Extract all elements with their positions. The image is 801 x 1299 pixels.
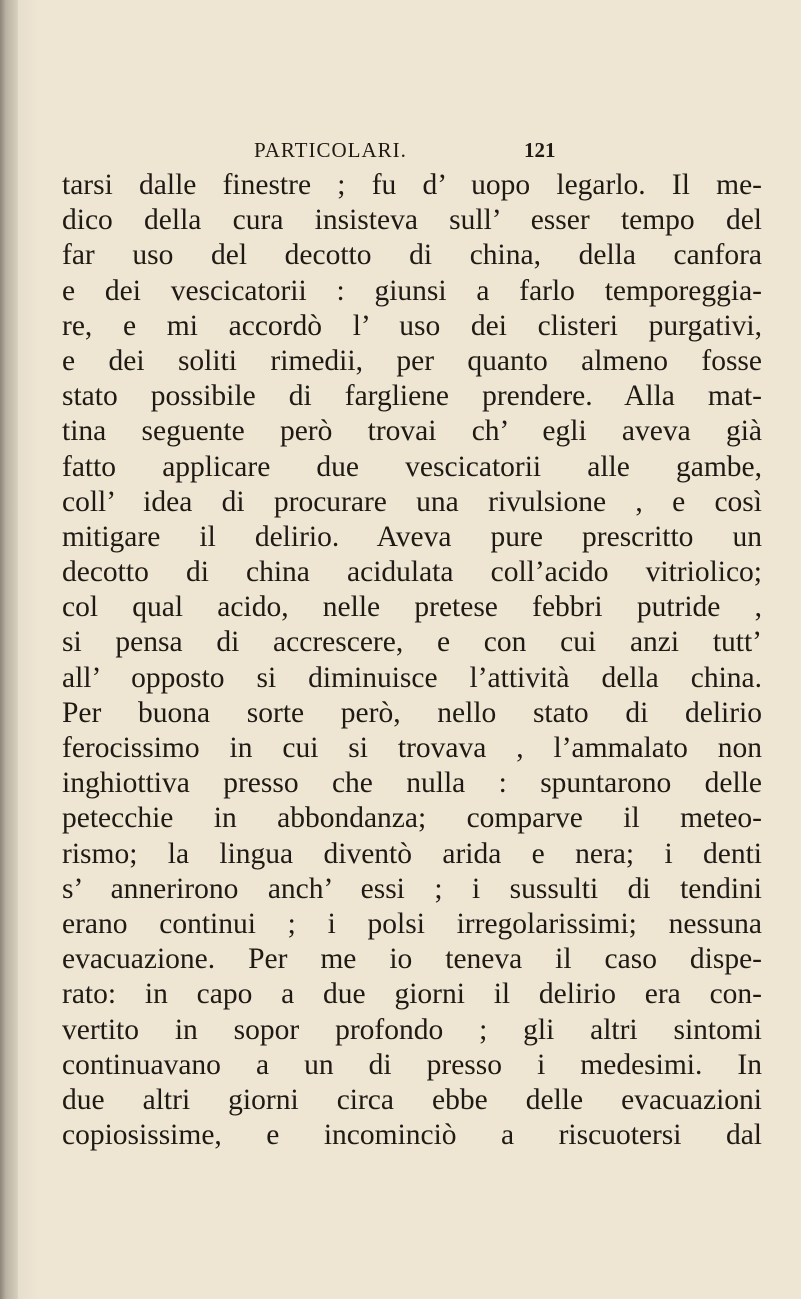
text-line: continuavano a un di presso i medesimi. In: [62, 1048, 762, 1081]
page-gutter-shadow: [0, 0, 18, 1299]
text-line: col qual acido, nelle pretese febbri putride ,: [62, 591, 762, 624]
body-text: [62, 168, 762, 1153]
text-line: dico della cura insisteva sull’ esser tempo del: [62, 204, 762, 237]
text-line: e dei vescicatorii : giunsi a farlo temporeggia-: [62, 274, 762, 307]
text-line: stato possibile di fargliene prendere. Alla mat-: [62, 380, 762, 413]
text-line: due altri giorni circa ebbe delle evacuazioni: [62, 1083, 762, 1116]
text-line: all’ opposto si diminuisce l’attività della china.: [62, 661, 762, 694]
text-line: s’ annerirono anch’ essi ; i sussulti di tendini: [62, 872, 762, 905]
text-line: erano continui ; i polsi irregolarissimi; nessuna: [62, 907, 762, 940]
text-line: mitigare il delirio. Aveva pure prescritto un: [62, 520, 762, 553]
text-line: ferocissimo in cui si trovava , l’ammalato non: [62, 732, 762, 764]
page-number: 121: [524, 138, 556, 162]
text-line: Per buona sorte però, nello stato di delirio: [62, 696, 762, 729]
text-line: fatto applicare due vescicatorii alle gambe,: [62, 450, 762, 483]
text-line: copiosissime, e incominciò a riscuotersi dal: [62, 1119, 762, 1152]
text-line: rato: in capo a due giorni il delirio era con-: [62, 978, 762, 1011]
text-line: vertito in sopor profondo ; gli altri sintomi: [62, 1013, 762, 1046]
text-line: e dei soliti rimedii, per quanto almeno fosse: [62, 344, 762, 377]
text-line: rismo; la lingua diventò arida e nera; i denti: [62, 837, 762, 870]
text-line: re, e mi accordò l’ uso dei clisteri purgativi,: [62, 309, 762, 342]
text-line: inghiottiva presso che nulla : spuntarono delle: [62, 767, 762, 800]
text-line: tina seguente però trovai ch’ egli aveva già: [62, 415, 762, 448]
text-line: petecchie in abbondanza; comparve il meteo-: [62, 802, 762, 835]
text-line: coll’ idea di procurare una rivulsione , e così: [62, 485, 762, 518]
text-line: si pensa di accrescere, e con cui anzi tutt’: [62, 626, 762, 659]
running-head: [254, 138, 774, 166]
text-line: tarsi dalle finestre ; fu d’ uopo legarlo. Il me-: [62, 169, 762, 201]
text-line: evacuazione. Per me io teneva il caso dispe-: [62, 943, 762, 976]
text-line: far uso del decotto di china, della canfora: [62, 239, 762, 272]
text-line: decotto di china acidulata coll’acido vitriolico;: [62, 556, 762, 589]
running-head-title: PARTICOLARI.: [254, 138, 407, 162]
